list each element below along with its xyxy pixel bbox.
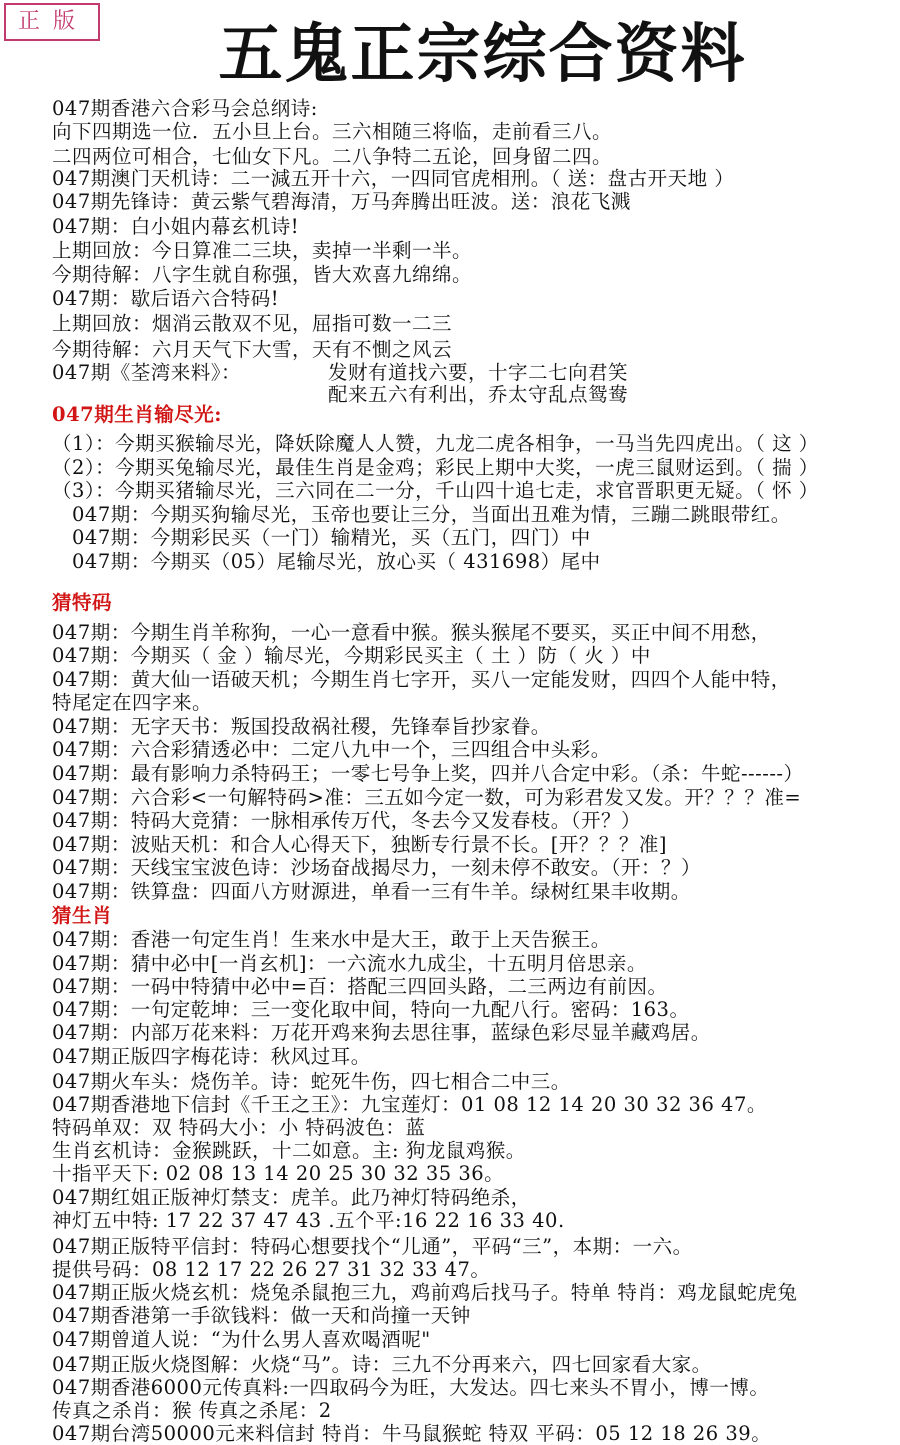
content-line: 047期：一码中特猜中必中=百：搭配三四回头路，二三两边有前因。 — [52, 975, 668, 998]
content-line: 047期：黄大仙一语破天机；今期生肖七字开，买八一定能发财，四四个人能中特， — [52, 668, 791, 691]
content-line: 047期：今期彩民买（一门）输精光，买（五门，四门）中 — [72, 526, 591, 549]
content-line: 配来五六有利出，乔太守乱点鸳鸯 — [328, 383, 629, 406]
content-line: 047期：无字天书：叛国投敌祸社稷，先锋奉旨抄家眷。 — [52, 715, 551, 738]
content-line: 047期：六合彩猜透必中：二定八九中一个，三四组合中头彩。 — [52, 738, 611, 761]
content-line: 今期待解：八字生就自称强，皆大欢喜九绵绵。 — [52, 263, 473, 286]
content-line: 047期：天线宝宝波色诗：沙场奋战揭尽力，一刻未停不敢安。（开：？） — [52, 856, 701, 879]
content-line: 047期《荃湾来料》： — [52, 361, 241, 384]
content-line: 047期：内部万花来料：万花开鸡来狗去思往事，蓝绿色彩尽显羊藏鸡居。 — [52, 1021, 711, 1044]
content-line: 047期先锋诗：黄云紫气碧海清，万马奔腾出旺波。送：浪花飞溅 — [52, 190, 631, 213]
content-line: 047期澳门天机诗：二一減五开十六，一四同官虎相刑。（ 送：盘古开天地 ） — [52, 167, 735, 190]
content-line: 上期回放：烟消云散双不见，屈指可数一二三 — [52, 312, 453, 335]
content-line: 047期：香港一句定生肖！生来水中是大王，敢于上天告猴王。 — [52, 928, 611, 951]
content-line: 047期正版火烧图解：火烧“马”。诗：三九不分再来六，四七回家看大家。 — [52, 1353, 712, 1376]
content-line: 047期：最有影响力杀特码王；一零七号争上奖，四并八合定中彩。（杀：牛蛇------） — [52, 762, 804, 785]
content-line: 047期：一句定乾坤：三一变化取中间，特向一九配八行。密码：163。 — [52, 998, 690, 1021]
page-title: 五鬼正宗综合资料 — [218, 17, 747, 92]
content-line: 047期台湾50000元来料信封 特肖：牛马鼠猴蛇 特双 平码：05 12 18 26 39。 — [52, 1422, 772, 1445]
content-line: 047期：歇后语六合特码! — [52, 287, 280, 310]
content-line: 047期正版火烧玄机：烧兔杀鼠抱三九，鸡前鸡后找马子。特单 特肖：鸡龙鼠蛇虎兔 — [52, 1281, 798, 1304]
content-line: 提供号码：08 12 17 22 26 27 31 32 33 47。 — [52, 1258, 491, 1281]
content-line: 047期正版特平信封：特码心想要找个“儿通”，平码“三”，本期：一六。 — [52, 1235, 693, 1258]
content-line: 上期回放：今日算准二三块，卖掉一半剩一半。 — [52, 239, 473, 262]
content-line: 二四两位可相合，七仙女下凡。二八争特二五论，回身留二四。 — [52, 145, 613, 168]
content-line: 生肖玄机诗：金猴跳跃，十二如意。主: 狗龙鼠鸡猴。 — [52, 1139, 526, 1162]
content-line: 047期：今期生肖羊称狗，一心一意看中猴。猴头猴尾不要买，买正中间不用愁， — [52, 621, 771, 644]
content-line: （3）：今期买猪输尽光，三六同在二一分，千山四十追七走，求官晋职更无疑。（ 怀 ） — [52, 479, 819, 502]
content-line: 047期：今期买（ 金 ）输尽光，今期彩民买主（ 土 ）防（ 火 ）中 — [52, 644, 651, 667]
section-heading: 猜特码 — [52, 591, 113, 614]
content-line: 047期香港地下信封《千王之王》：九宝莲灯：01 08 12 14 20 30 32 36 47。 — [52, 1093, 767, 1116]
content-line: 向下四期选一位．五小旦上台。三六相随三将临，走前看三八。 — [52, 120, 613, 143]
content-line: 047期火车头：烧伤羊。诗：蛇死牛伤，四七相合二中三。 — [52, 1070, 571, 1093]
content-line: 047期：铁算盘：四面八方财源进，单看一三有牛羊。绿树红果丰收期。 — [52, 880, 691, 903]
content-line: 047期：白小姐内幕玄机诗! — [52, 215, 300, 238]
content-line: 047期香港第一手欲钱料：做一天和尚撞一天钟 — [52, 1304, 471, 1327]
content-line: （1）：今期买猴输尽光，降妖除魔人人赞，九龙二虎各相争，一马当先四虎出。（ 这 ） — [52, 432, 819, 455]
content-line: 047期香港六合彩马会总纲诗: — [52, 97, 318, 120]
content-line: 传真之杀肖：猴 传真之杀尾：2 — [52, 1399, 332, 1422]
content-line: 神灯五中特: 17 22 37 47 43 .五个平:16 22 16 33 40. — [52, 1209, 565, 1232]
section-heading: 047期生肖输尽光: — [52, 403, 222, 426]
content-line: 047期：波贴天机：和合人心得天下，独断专行景不长。[开？？？准] — [52, 833, 667, 856]
content-line: 发财有道找六要，十字二七向君笑 — [328, 361, 629, 384]
content-line: 047期：今期买（05）尾输尽光，放心买（ 431698）尾中 — [72, 550, 601, 573]
section-heading: 猜生肖 — [52, 904, 113, 927]
content-line: 047期：特码大竞猜：一脉相承传万代，冬去今又发春枝。（开？） — [52, 809, 641, 832]
genuine-badge: 正 版 — [4, 3, 100, 41]
content-line: 特码单双：双 特码大小：小 特码波色：蓝 — [52, 1116, 426, 1139]
content-line: （2）：今期买兔输尽光，最佳生肖是金鸡；彩民上期中大奖，一虎三鼠财运到。（ 揣 ） — [52, 456, 819, 479]
content-line: 047期正版四字梅花诗：秋风过耳。 — [52, 1045, 371, 1068]
content-line: 047期香港6000元传真料:一四取码今为旺，大发达。四七来头不胃小，博一博。 — [52, 1376, 770, 1399]
content-line: 047期：今期买狗输尽光，玉帝也要让三分，当面出丑难为情，三蹦二跳眼带红。 — [72, 503, 791, 526]
content-line: 047期曾道人说：“为什么男人喜欢喝酒呢" — [52, 1328, 431, 1351]
content-line: 047期红姐正版神灯禁支：虎羊。此乃神灯特码绝杀， — [52, 1186, 531, 1209]
content-line: 047期：猜中必中[一肖玄机]：一六流水九成尘，十五明月倍思亲。 — [52, 952, 647, 975]
content-line: 047期：六合彩<一句解特码>准：三五如今定一数，可为彩君发又发。开？？？准= — [52, 786, 802, 809]
content-line: 十指平天下: 02 08 13 14 20 25 30 32 35 36。 — [52, 1162, 505, 1185]
content-line: 特尾定在四字来。 — [52, 691, 213, 714]
content-line: 今期待解：六月天气下大雪，天有不惻之风云 — [52, 338, 453, 361]
